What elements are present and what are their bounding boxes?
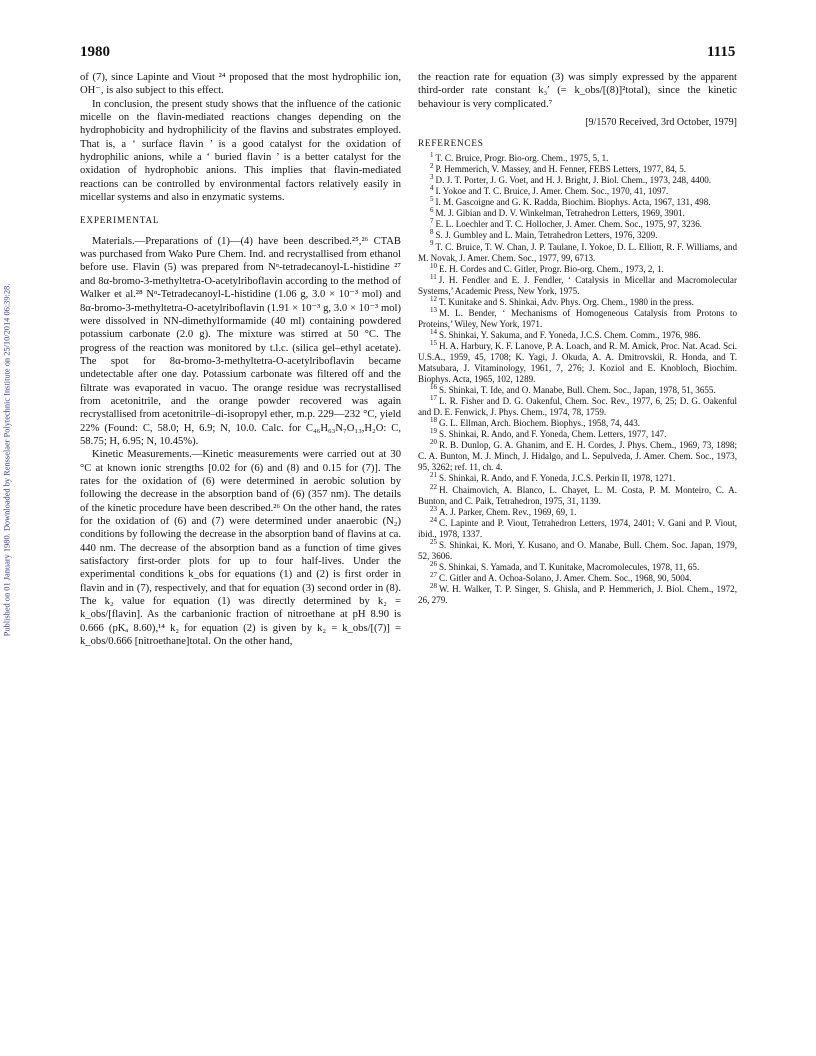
reference-number: 27	[430, 570, 437, 579]
reference-item	[418, 327, 737, 341]
reference-text: H. A. Harbury, K. F. Lanove, P. A. Loach, and R. M. Amick, Proc. Nat. Acad. Sci. U.S.A., 1959, 45, 1708; K. Yagi, J. Okuda, A. A. Dmitrovskii, R. Honda, and T. Matsubara, J. Vitaminology, 1961, 7, 276; J. Koziol and E. Knobloch, Biochim. Biophys. Acta, 1965, 102, 1289.	[418, 340, 737, 385]
reference-item	[418, 515, 737, 540]
reference-item	[418, 440, 737, 473]
reference-text: E. H. Cordes and C. Gitler, Progr. Bio-org. Chem., 1973, 2, 1.	[439, 263, 664, 274]
reference-item	[418, 581, 737, 606]
reference-number: 18	[430, 416, 437, 425]
reference-item	[418, 294, 737, 308]
reference-text: M. J. Gibian and D. V. Winkelman, Tetrahedron Letters, 1969, 3901.	[435, 208, 685, 219]
received-date: [9/1570 Received, 3rd October, 1979]	[585, 117, 737, 129]
reference-item	[418, 272, 737, 297]
reference-text: T. C. Bruice, T. W. Chan, J. P. Taulane, I. Yokoe, D. L. Elliott, R. F. Williams, and M. Novak, J. Amer. Chem. Soc., 1977, 99, 6713.	[418, 241, 737, 263]
reference-number: 14	[430, 327, 437, 336]
reference-number: 16	[430, 383, 437, 392]
reference-number: 28	[430, 581, 437, 590]
reference-number: 17	[430, 394, 437, 403]
reference-text: J. H. Fendler and E. J. Fendler, ‘ Catalysis in Micellar and Macromolecular Systems,’ Academic Press, New York, 1975.	[418, 274, 737, 296]
reference-text: T. Kunitake and S. Shinkai, Adv. Phys. Org. Chem., 1980 in the press.	[439, 296, 694, 307]
side-note-container	[0, 200, 14, 720]
reference-text: T. C. Bruice, Progr. Bio-org. Chem., 1975, 5, 1.	[435, 153, 609, 164]
reference-text: S. Shinkai, K. Mori, Y. Kusano, and O. Manabe, Bull. Chem. Soc. Japan, 1979, 52, 3606.	[418, 539, 737, 561]
references-heading: REFERENCES	[418, 138, 484, 149]
reference-text: W. H. Walker, T. P. Singer, S. Ghisla, and P. Hemmerich, J. Biol. Chem., 1972, 26, 279.	[418, 583, 737, 605]
reference-text: A. J. Parker, Chem. Rev., 1969, 69, 1.	[439, 506, 577, 517]
left-column	[80, 71, 401, 648]
reference-text: S. Shinkai, T. Ide, and O. Manabe, Bull. Chem. Soc., Japan, 1978, 51, 3655.	[439, 385, 716, 396]
reference-item	[418, 385, 737, 396]
reference-text: S. Shinkai, S. Yamada, and T. Kunitake, Macromolecules, 1978, 11, 65.	[439, 561, 700, 572]
reference-number: 2	[430, 162, 434, 171]
reference-text: E. L. Loechler and T. C. Hollocher, J. Amer. Chem. Soc., 1975, 97, 3236.	[435, 219, 703, 230]
reference-item	[418, 338, 737, 385]
reference-item	[418, 537, 737, 562]
reference-number: 8	[430, 228, 434, 237]
paragraph-kinetic: Kinetic Measurements.—Kinetic measurements were carried out at 30 °C at known ionic strengths [0.02 for (6) and (8) and 0.15 for (7)]. The rates for the oxidation of (6) were determined in aerobic solution by following the decrease in the absorption band of (6) (357 nm). The details of the kinetic procedure have been described.²⁶ On the other hand, the rates for the oxidation of (6) and (7) were determined under anaerobic (N₂) conditions by following the decrease in the absorption band of flavins at ca. 440 nm. The decrease of the absorption band as a function of time gives satisfactory first-order plots for up to four half-lives. Under the experimental conditions k_obs for equations (1) and (2) is first order in flavin and in (7), respectively, and that for equation (3) second order in (8). The k₂ value for equation (1) was directly determined by k₂ = k_obs/[flavin]. As the carbanionic fraction of nitroethane at pH 8.90 is 0.666 (pKₐ 8.60),¹⁴ k₂ for equation (2) is given by k₂ = k_obs/[(7)] = k_obs/0.666 [nitroethane]total. On the other hand,	[80, 449, 401, 648]
reference-text: D. J. T. Porter, J. G. Voet, and H. J. Bright, J. Biol. Chem., 1973, 248, 4400.	[435, 175, 712, 186]
reference-item	[418, 559, 737, 573]
reference-number: 24	[430, 515, 437, 524]
reference-item	[418, 305, 737, 330]
download-notice: Published on 01 January 1980. Downloaded by Rensselaer Polytechnic Institute on 25/10/2014 06:39:28.	[2, 283, 12, 637]
reference-item	[418, 208, 737, 219]
reference-text: H. Chaimovich, A. Blanco, L. Chayet, L. M. Costa, P. M. Monteiro, C. A. Bunton, and C. Paik, Tetrahedron, 1975, 31, 1139.	[418, 484, 737, 506]
reference-text: S. Shinkai, R. Ando, and F. Yoneda, Chem. Letters, 1977, 147.	[439, 429, 667, 440]
reference-item	[418, 239, 737, 264]
right-column	[418, 71, 737, 606]
reference-item	[418, 570, 737, 584]
reference-text: I. M. Gascoigne and G. K. Radda, Biochim. Biophys. Acta, 1967, 131, 498.	[435, 197, 711, 208]
reference-item	[418, 219, 737, 230]
reference-number: 19	[430, 427, 437, 436]
reference-item	[418, 186, 737, 197]
reference-text: P. Hemmerich, V. Massey, and H. Fenner, FEBS Letters, 1977, 84, 5.	[435, 164, 687, 175]
reference-number: 25	[430, 537, 437, 546]
reference-item	[418, 504, 737, 518]
reference-number: 3	[430, 173, 434, 182]
reference-text: S. Shinkai, Y. Sakuma, and F. Yoneda, J.C.S. Chem. Comm., 1976, 986.	[439, 329, 701, 340]
page-number: 1115	[707, 44, 736, 60]
paragraph-conclusion: In conclusion, the present study shows that the influence of the cationic micelle on the flavin-mediated reactions changes depending on the hydrophobicity and hydrophilicity of the flavins and substrates employed. That is, a ‘ surface flavin ’ is a good catalyst for the oxidation of hydrophilic anions, while a ‘ buried flavin ’ is a better catalyst for the oxidation of hydrophobic anions. This implies that flavin-mediated reactions can be controlled by environmental factors relatively easily in micellar systems and also in enzymatic systems.	[80, 98, 401, 204]
reference-number: 13	[430, 305, 437, 314]
reference-number: 1	[430, 151, 434, 160]
reference-text: I. Yokoe and T. C. Bruice, J. Amer. Chem. Soc., 1970, 41, 1097.	[435, 186, 669, 197]
paragraph-right-continuation: the reaction rate for equation (3) was simply expressed by the apparent third-order rate constant k₃′ (= k_obs/[(8)]²total), since the kinetic behaviour is very complicated.⁷	[418, 72, 737, 110]
reference-number: 6	[430, 206, 434, 215]
reference-number: 26	[430, 559, 437, 568]
journal-year: 1980	[80, 44, 110, 60]
reference-item	[418, 396, 737, 418]
reference-text: S. Shinkai, R. Ando, and F. Yoneda, J.C.S. Perkin II, 1978, 1271.	[439, 473, 676, 484]
reference-text: C. Lapinte and P. Viout, Tetrahedron Letters, 1974, 2401; V. Gani and P. Viout, ibid., 1978, 1337.	[418, 517, 737, 539]
reference-item	[418, 164, 737, 175]
reference-number: 7	[430, 217, 434, 226]
reference-number: 12	[430, 294, 437, 303]
reference-number: 5	[430, 195, 434, 204]
reference-number: 15	[430, 338, 437, 347]
reference-number: 23	[430, 504, 437, 513]
reference-number: 21	[430, 471, 437, 480]
reference-text: M. L. Bender, ‘ Mechanisms of Homogeneous Catalysis from Protons to Proteins,’ Wiley, New York, 1971.	[418, 307, 737, 329]
reference-text: S. J. Gumbley and L. Main, Tetrahedron Letters, 1976, 3209.	[435, 230, 658, 241]
reference-item	[418, 197, 737, 208]
reference-number: 9	[430, 239, 434, 248]
reference-item	[418, 230, 737, 241]
reference-item	[418, 429, 737, 440]
reference-item	[418, 473, 737, 484]
reference-item	[418, 418, 737, 429]
reference-item	[418, 175, 737, 186]
reference-number: 4	[430, 184, 434, 193]
paragraph-materials: Materials.—Preparations of (1)—(4) have been described.²⁵,²⁶ CTAB was purchased from Wako Pure Chem. Ind. and recrystallised from ethanol before use. Flavin (5) was prepared from Nᵅ-tetradecanoyl-L-histidine ²⁷ and 8α-bromo-3-methyltetra-O-acetylriboflavin according to the method of Walker et al.²⁸ Nᵅ-Tetradecanoyl-L-histidine (1.06 g, 3.0 × 10⁻³ mol) and 8α-bromo-3-methyltetra-O-acetylriboflavin (1.91 × 10⁻³ g, 3.0 × 10⁻³ mol) were dissolved in NN-dimethylformamide (40 ml) containing powdered potassium carbonate (2.0 g). The mixture was stirred at 50 °C. The progress of the reaction was monitored by t.l.c. (silica gel–ethyl acetate). The spot for 8α-bromo-3-methyltetra-O-acetylriboflavin became undetectable after one day. Potassium carbonate was filtered off and the filtrate was evaporated in vacuo. The orange residue was recrystallised from acetonitrile, and the orange powder recovered was again recrystallised from acetonitrile–di-isopropyl ether, m.p. 229—232 °C, yield 22% (Found: C, 58.0; H, 6.9; N, 10.0. Calc. for C₄₆H₆₃N₇O₁₃,H₂O: C, 58.75; H, 6.95; N, 10.45%).	[80, 235, 401, 447]
reference-item	[418, 482, 737, 507]
reference-number: 20	[430, 438, 437, 447]
paragraph-continuation: of (7), since Lapinte and Viout ²⁴ proposed that the most hydrophilic ion, OH⁻, is also subject to this effect.	[80, 72, 401, 97]
experimental-heading: EXPERIMENTAL	[80, 215, 160, 226]
reference-text: C. Gitler and A. Ochoa-Solano, J. Amer. Chem. Soc., 1968, 90, 5004.	[439, 572, 692, 583]
reference-text: G. L. Ellman, Arch. Biochem. Biophys., 1958, 74, 443.	[439, 418, 641, 429]
references-list	[418, 153, 737, 606]
reference-text: R. B. Dunlop, G. A. Ghanim, and E. H. Cordes, J. Phys. Chem., 1969, 73, 1898; C. A. Bunton, M. J. Minch, J. Hidalgo, and L. Sepulveda, J. Amer. Chem. Soc., 1973, 95, 3262; ref. 11, ch. 4.	[418, 440, 737, 473]
reference-number: 22	[430, 482, 437, 491]
reference-text: L. R. Fisher and D. G. Oakenful, Chem. Soc. Rev., 1977, 6, 25; D. G. Oakenful and D. E. Fenwick, J. Phys. Chem., 1974, 78, 1759.	[418, 396, 737, 418]
reference-number: 10	[430, 261, 437, 270]
reference-item	[418, 153, 737, 164]
reference-number: 11	[430, 272, 437, 281]
reference-item	[418, 261, 737, 275]
